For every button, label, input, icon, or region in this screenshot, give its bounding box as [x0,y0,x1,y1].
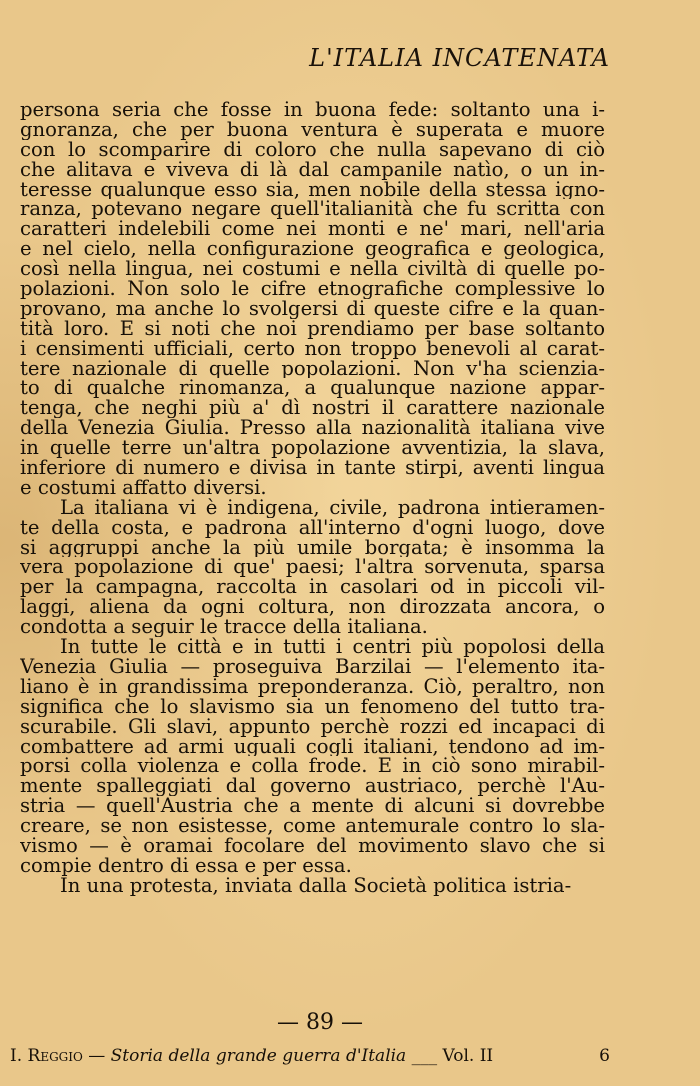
footer-citation [10,1046,493,1066]
text-line: tità loro. E si noti che noi prendiamo per base soltanto [20,318,605,339]
text-line: che alitava e viveva di là dal campanile natìo, o un in- [20,159,605,180]
text-line: per la campagna, raccolta in casolari od in piccoli vil- [20,577,605,598]
footer-book-title: Storia della grande guerra d'Italia [110,1046,407,1066]
text-line: porsi colla violenza e colla frode. E in ciò sono mirabil- [20,756,605,777]
text-line: te della costa, e padrona all'interno d'ogni luogo, dove [20,517,605,538]
text-line: mente spalleggiati dal governo austriaco, perchè l'Au- [20,776,605,797]
footer-signature: 6 [599,1046,610,1066]
text-line: scurabile. Gli slavi, appunto perchè rozzi ed incapaci di [20,716,605,737]
footer-author: I. Reggio [10,1046,83,1066]
text-line: Venezia Giulia — proseguiva Barzilai — l'elemento ita- [20,656,605,677]
text-line: provano, ma anche lo svolgersi di queste cifre e la quan- [20,298,605,319]
text-line: della Venezia Giulia. Presso alla nazionalità italiana vive [20,418,605,439]
text-line: to di qualche rinomanza, a qualunque nazione appar- [20,378,605,399]
footer-dash: — [82,1046,111,1066]
footer [10,1046,610,1066]
text-line: e costumi affatto diversi. [20,477,267,498]
text-line: si aggruppi anche la più umile borgata; è insomma la [20,537,605,558]
text-line: compie dentro di essa e per essa. [20,855,352,876]
text-line: polazioni. Non solo le cifre etnografiche complessive lo [20,279,605,299]
footer-volume: ___ Vol. II [406,1046,494,1066]
text-line: inferiore di numero e divisa in tante stirpi, aventi lingua [20,458,605,478]
text-line: In tutte le città e in tutti i centri più popolosi della [60,637,605,657]
text-line: creare, se non esistesse, come antemurale contro lo sla- [20,816,605,836]
text-line: persona seria che fosse in buona fede: soltanto una i- [20,100,605,120]
text-line: stria — quell'Austria che a mente di alcuni si dovrebbe [20,796,605,817]
text-line: vera popolazione di que' paesi; l'altra sorvenuta, sparsa [20,557,605,578]
text-line: tenga, che neghi più a' dì nostri il carattere nazionale [20,398,605,419]
text-line: ranza, potevano negare quell'italianità che fu scritta con [20,199,605,220]
running-title: L'ITALIA INCATENATA [309,44,610,72]
text-line: così nella lingua, nei costumi e nella civiltà di quelle po- [20,259,605,280]
text-line: in quelle terre un'altra popolazione avventizia, la slava, [20,438,605,459]
text-line: vismo — è oramai focolare del movimento slavo che si [20,835,605,856]
text-line: teresse qualunque esso sia, men nobile della stessa igno- [20,179,605,200]
text-line: significa che lo slavismo sia un fenomeno del tutto tra- [20,696,605,717]
text-line: La italiana vi è indigena, civile, padrona intieramen- [60,497,605,518]
text-line: condotta a seguir le tracce della italiana. [20,617,428,638]
page-number: — 89 — [277,1010,363,1035]
text-line: In una protesta, inviata dalla Società politica istria- [60,875,572,896]
text-line: i censimenti ufficiali, certo non troppo benevoli al carat- [20,338,605,359]
text-line: tere nazionale di quelle popolazioni. Non v'ha scienzia- [20,358,605,379]
body-text [20,100,605,896]
text-line: gnoranza, che per buona ventura è superata e muore [20,119,605,140]
text-line: caratteri indelebili come nei monti e ne' mari, nell'aria [20,219,605,240]
text-line: combattere ad armi uguali cogli italiani, tendono ad im- [20,736,605,757]
text-line: con lo scomparire di coloro che nulla sapevano di ciò [20,139,605,160]
text-line: laggi, aliena da ogni coltura, non dirozzata ancora, o [20,597,605,618]
text-line: e nel cielo, nella configurazione geografica e geologica, [20,239,605,260]
text-line: liano è in grandissima preponderanza. Ciò, peraltro, non [20,676,605,697]
